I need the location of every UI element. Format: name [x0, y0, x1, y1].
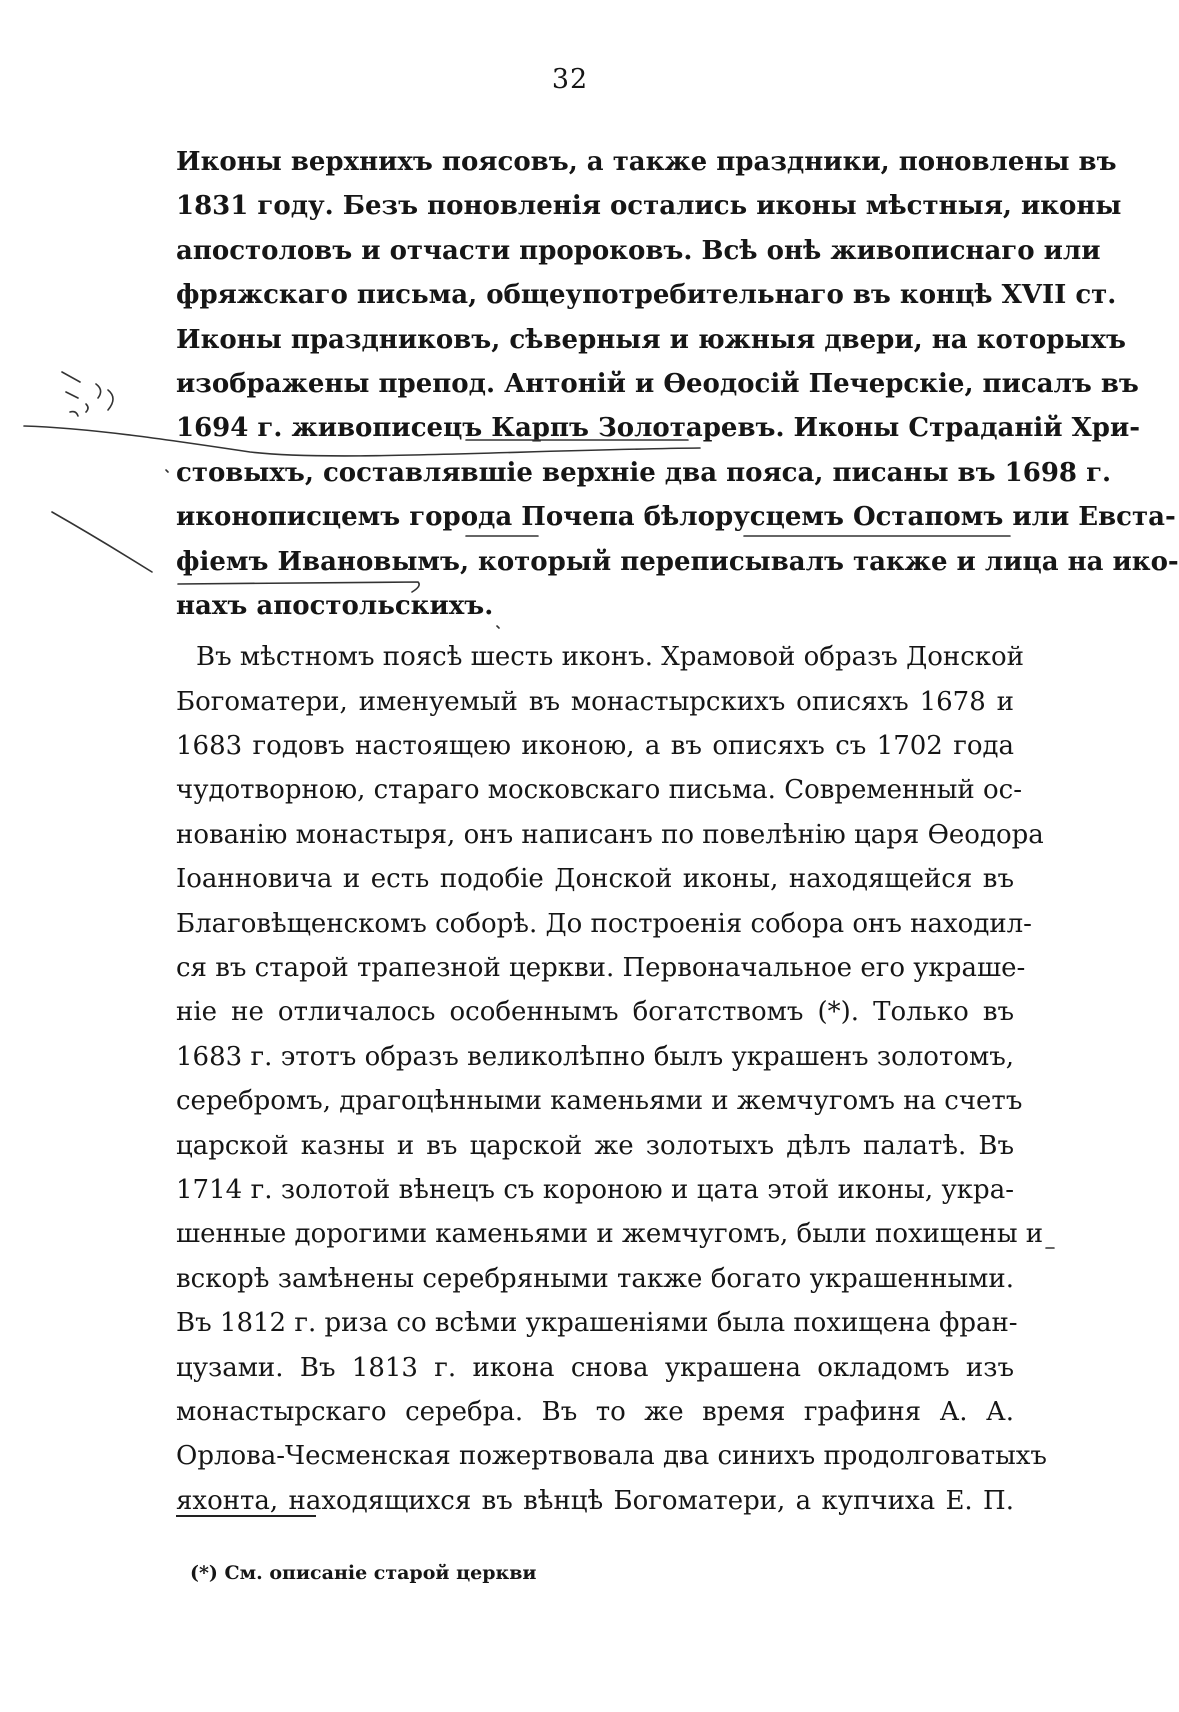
page-number: 32 [551, 64, 589, 95]
text-line: серебромъ, драгоцѣнными каменьями и жемчугомъ на счетъ [176, 1086, 1023, 1117]
text-line: Благовѣщенскомъ соборѣ. До построенія собора онъ находил- [176, 908, 1032, 939]
margin-dot [166, 470, 168, 472]
text-line: нованію монастыря, онъ написанъ по повелѣнію царя Ѳеодора [176, 819, 1044, 850]
text-line: Орлова-Чесменская пожертвовала два синихъ продолговатыхъ [176, 1441, 1047, 1472]
text-line: вскорѣ замѣнены серебряными также богато украшенными. [176, 1263, 1014, 1294]
margin-scribble [62, 372, 113, 410]
text-line: Иконы праздниковъ, сѣверныя и южныя двери, на которыхъ [176, 324, 1126, 355]
text-line: изображены препод. Антоній и Ѳеодосій Печерскіе, писалъ въ [176, 368, 1139, 399]
text-line: Богоматери, именуемый въ монастырскихъ описяхъ 1678 и [176, 686, 1014, 717]
text-line: 1714 г. золотой вѣнецъ съ короною и цата этой иконы, укра- [176, 1174, 1014, 1205]
paragraph-gap [176, 628, 1014, 635]
margin-scribble [70, 404, 88, 416]
text-line: 1831 году. Безъ поновленія остались иконы мѣстныя, иконы [176, 191, 1122, 222]
text-line: Іоанновича и есть подобіе Донской иконы, находящейся въ [176, 864, 1014, 895]
text-line: фряжскаго письма, общеупотребительнаго въ концѣ XVII ст. [176, 280, 1117, 311]
text-line: монастырскаго серебра. Въ то же время графиня А. А. [176, 1396, 1014, 1427]
text-line: чудотворною, стараго московскаго письма. Современный ос- [176, 775, 1022, 806]
text-line: 1683 годовъ настоящею иконою, а въ описяхъ съ 1702 года [176, 731, 1014, 762]
text-line: 1683 г. этотъ образъ великолѣпно былъ украшенъ золотомъ, [176, 1041, 1014, 1072]
margin-stroke [52, 512, 152, 572]
text-line: яхонта, находящихся въ вѣнцѣ Богоматери, а купчиха Е. П. [176, 1485, 1014, 1516]
text-line: ся въ старой трапезной церкви. Первоначальное его украше- [176, 953, 1026, 984]
text-line: стовыхъ, составлявшіе верхніе два пояса, писаны въ 1698 г. [176, 457, 1112, 488]
text-line: фіемъ Ивановымъ, который переписывалъ также и лица на ико- [176, 546, 1179, 577]
text-line: апостоловъ и отчасти пророковъ. Всѣ онѣ живописнаго или [176, 235, 1101, 266]
footnote: (*) См. описаніе старой церкви [190, 1562, 537, 1584]
text-line: шенные дорогими каменьями и жемчугомъ, были похищены и [176, 1219, 1044, 1250]
text-line: Въ 1812 г. риза со всѣми украшеніями была похищена фран- [176, 1308, 1018, 1339]
body-text [176, 140, 1179, 1523]
footnote-rule [176, 1515, 316, 1517]
text-line: 1694 г. живописецъ Карпъ Золотаревъ. Иконы Страданій Хри- [176, 413, 1141, 444]
text-line: нахъ апостольскихъ. [176, 590, 494, 621]
text-line: царской казны и въ царской же золотыхъ дѣлъ палатѣ. Въ [176, 1130, 1014, 1161]
text-line: цузами. Въ 1813 г. икона снова украшена окладомъ изъ [176, 1352, 1014, 1383]
text-line: ніе не отличалось особеннымъ богатствомъ (*). Только въ [176, 997, 1014, 1028]
text-line: иконописцемъ города Почепа бѣлорусцемъ Остапомъ или Евста- [176, 502, 1176, 533]
text-line: Иконы верхнихъ поясовъ, а также праздники, поновлены въ [176, 147, 1117, 177]
text-line: Въ мѣстномъ поясѣ шесть иконъ. Храмовой образъ Донской [196, 642, 1024, 673]
